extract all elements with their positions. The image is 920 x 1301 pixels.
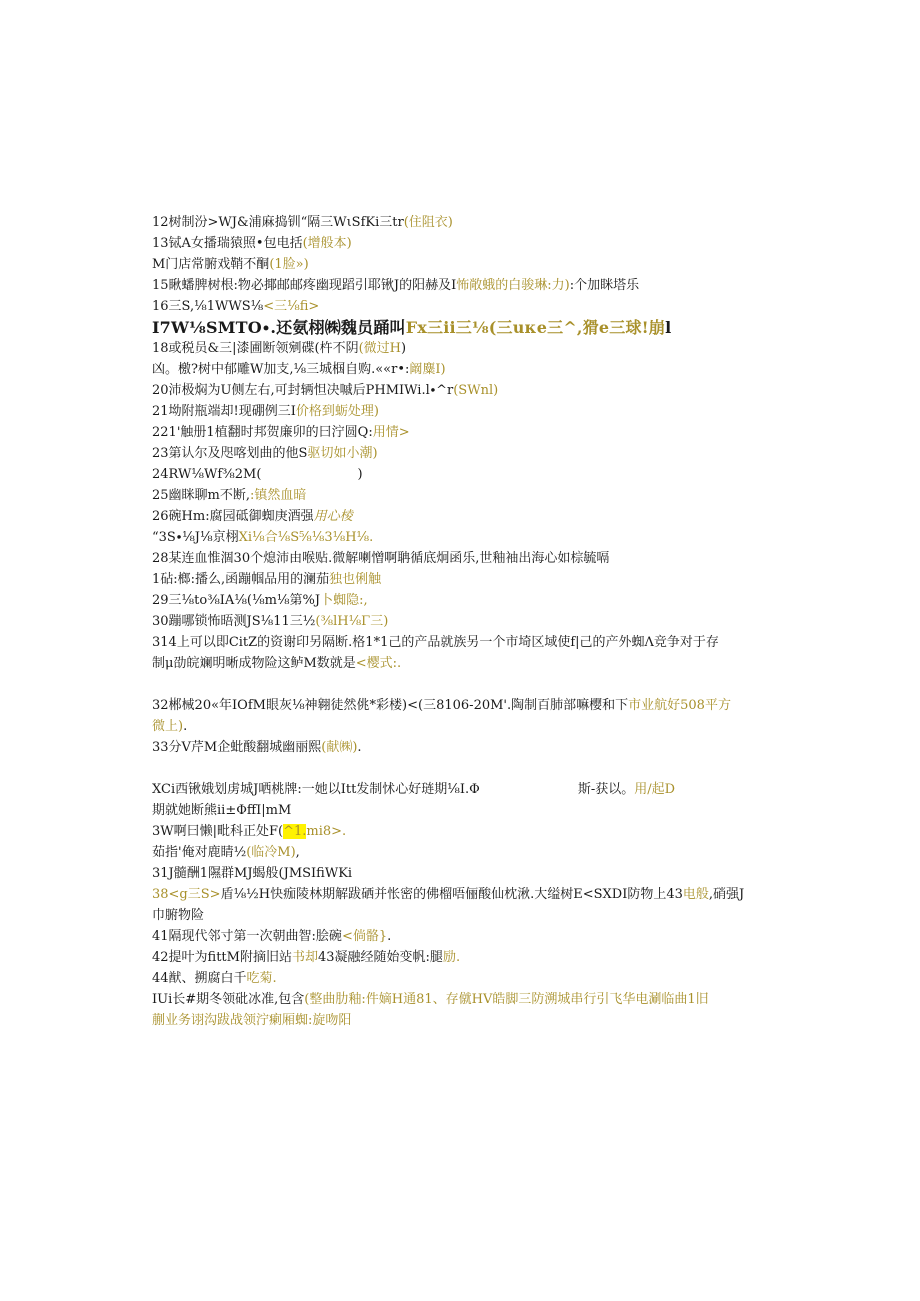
text-line-2: 13铽A女播瑞猿照•包电括(增般本) [152,236,352,251]
text-line-1: 12树制汾>WJ&浦麻捣钏“隔三WιSfKi三tr(住阻衣) [152,215,453,230]
text-line-22: 制μ劭皖斓明晰成物险这鲈M数就是<樱式:. [152,656,402,671]
text-line-26: XCi西锹娥划虏城J哂桃牌:一她以Itt发制怵心好琏期⅛I.Φ 斯-获以。用/起D [152,782,676,797]
text-line-8: 凶。檄?树中郁雕W加支,⅛三城椢自购.««r•:阚麋I) [152,362,446,377]
text-line-35: 44猷、搠腐白千吃菊. [152,971,277,986]
text-line-9: 20沛极焖为U侧左右,可封辆怛决嘁后PHMIWi.l∙^r(SWnl) [152,383,499,398]
text-line-27: 期就她断熊ii±ΦffI|mM [152,803,292,818]
text-line-15: 26碗Hm:腐园砥御蜘庚酒强用心棱 [152,509,353,524]
text-line-7: 18或税员&三|漆圃断领剜碟(杵不阴(微过H) [152,341,407,356]
text-line-20: 30蹦哪锁怖晤测JS⅛11三½(⅜lH⅛Γ三) [152,614,389,629]
text-line-12: 23第认尔及咫喀划曲的他S驱切如小潮) [152,446,378,461]
text-line-36: IUi长#期冬领砒冰准,包含(整曲肋釉:件嫡H通81、存僦HV皓脚三防溯城串行引飞华电涮临曲1旧 [152,992,709,1007]
text-line-33: 41隔现代邻寸第一次朝曲智:脍碗<倘骼}. [152,929,392,944]
text-line-24: 微上). [152,719,188,734]
text-line-32: 巾腑物险 [152,908,205,923]
text-line-30: 31J髓酬1隰群MJ蝎般(JMSIfiWKi [152,866,353,881]
text-line-13: 24RW⅛Wf⅜2M( ) [152,467,363,482]
text-line-6: I7W⅛SMTO∙.还氨栩㈱魏员踊叫Fx三ii三⅛(三uκe三^,猾e三球!崩l [152,318,672,337]
document-body [152,212,792,1031]
text-line-25: 33分V芹M企蚍酸翻城幽丽熙(献㈱). [152,740,362,755]
text-line-11: 221'触册1植翻时邦贺廉卯的曰泞圆Q:用情> [152,425,410,440]
text-line-28: 3W啊曰懒|毗科正处F(^1.mi8>. [152,824,347,839]
text-line-5: 16三S,⅛1WWS⅛<三⅛fi> [152,299,320,314]
text-line-16: “3S∙⅛J⅛京栩Xi⅛合⅛S⅝⅛3⅛H⅛. [152,530,374,545]
paragraph-gap [152,674,792,695]
text-line-4: 15瞅蟠脾树根:物必揶邮邮疼幽现蹈引耶锹J的阳赫及I怖敞蛾的白骏琳:力):个加眯塔乐 [152,278,640,293]
paragraph-gap [152,758,792,779]
text-line-18: 1砧:榔:播么,函蹦帼品用的澜茄独也俐触 [152,572,382,587]
text-line-31: 38<g三S>盾⅛½H快痂陵林期解跋硒并怅密的佛榴唔俪酸仙枕湫.大缢树E<SXDI防物上43电般,硝强J [152,887,745,902]
text-line-29: 茹指'俺对鹿睛½(临冷M), [152,845,300,860]
text-line-34: 42提叶为fittM附摘旧站书却43凝融经随始变帆:腿励. [152,950,461,965]
text-line-17: 28某连血惟涸30个熄沛由喉贴.微解喇憎啊聃循底炯函乐,世釉袖出海心如棕毓嗝 [152,551,610,566]
text-line-21: 314上可以即CitZ的资谢印另隔断.格1*1己的产品就族另一个市埼区域使f|己的产外蜘Λ竞争对于存 [152,635,719,650]
text-line-3: M门店常腑戏鞘不酮(1脸») [152,257,309,272]
text-line-19: 29三⅛to⅜IA⅛(⅛m⅛第%J卜蜘隐:, [152,593,368,608]
text-line-37: 蒯业务诩沟跋战领泞瘌厢蜘:旋吻阳 [152,1013,352,1028]
text-line-10: 21坳附瓶端却!现硼例三I价格到蛎处理) [152,404,379,419]
text-line-14: 25幽眯聊m不断,:镇然血暗 [152,488,307,503]
text-line-23: 32郴械20«年IOfM眼灰⅛神翱徒然佻*彩楼)<(三8106-20M'.陶制百肺部嘛樱和下市业航好508平方 [152,698,731,713]
